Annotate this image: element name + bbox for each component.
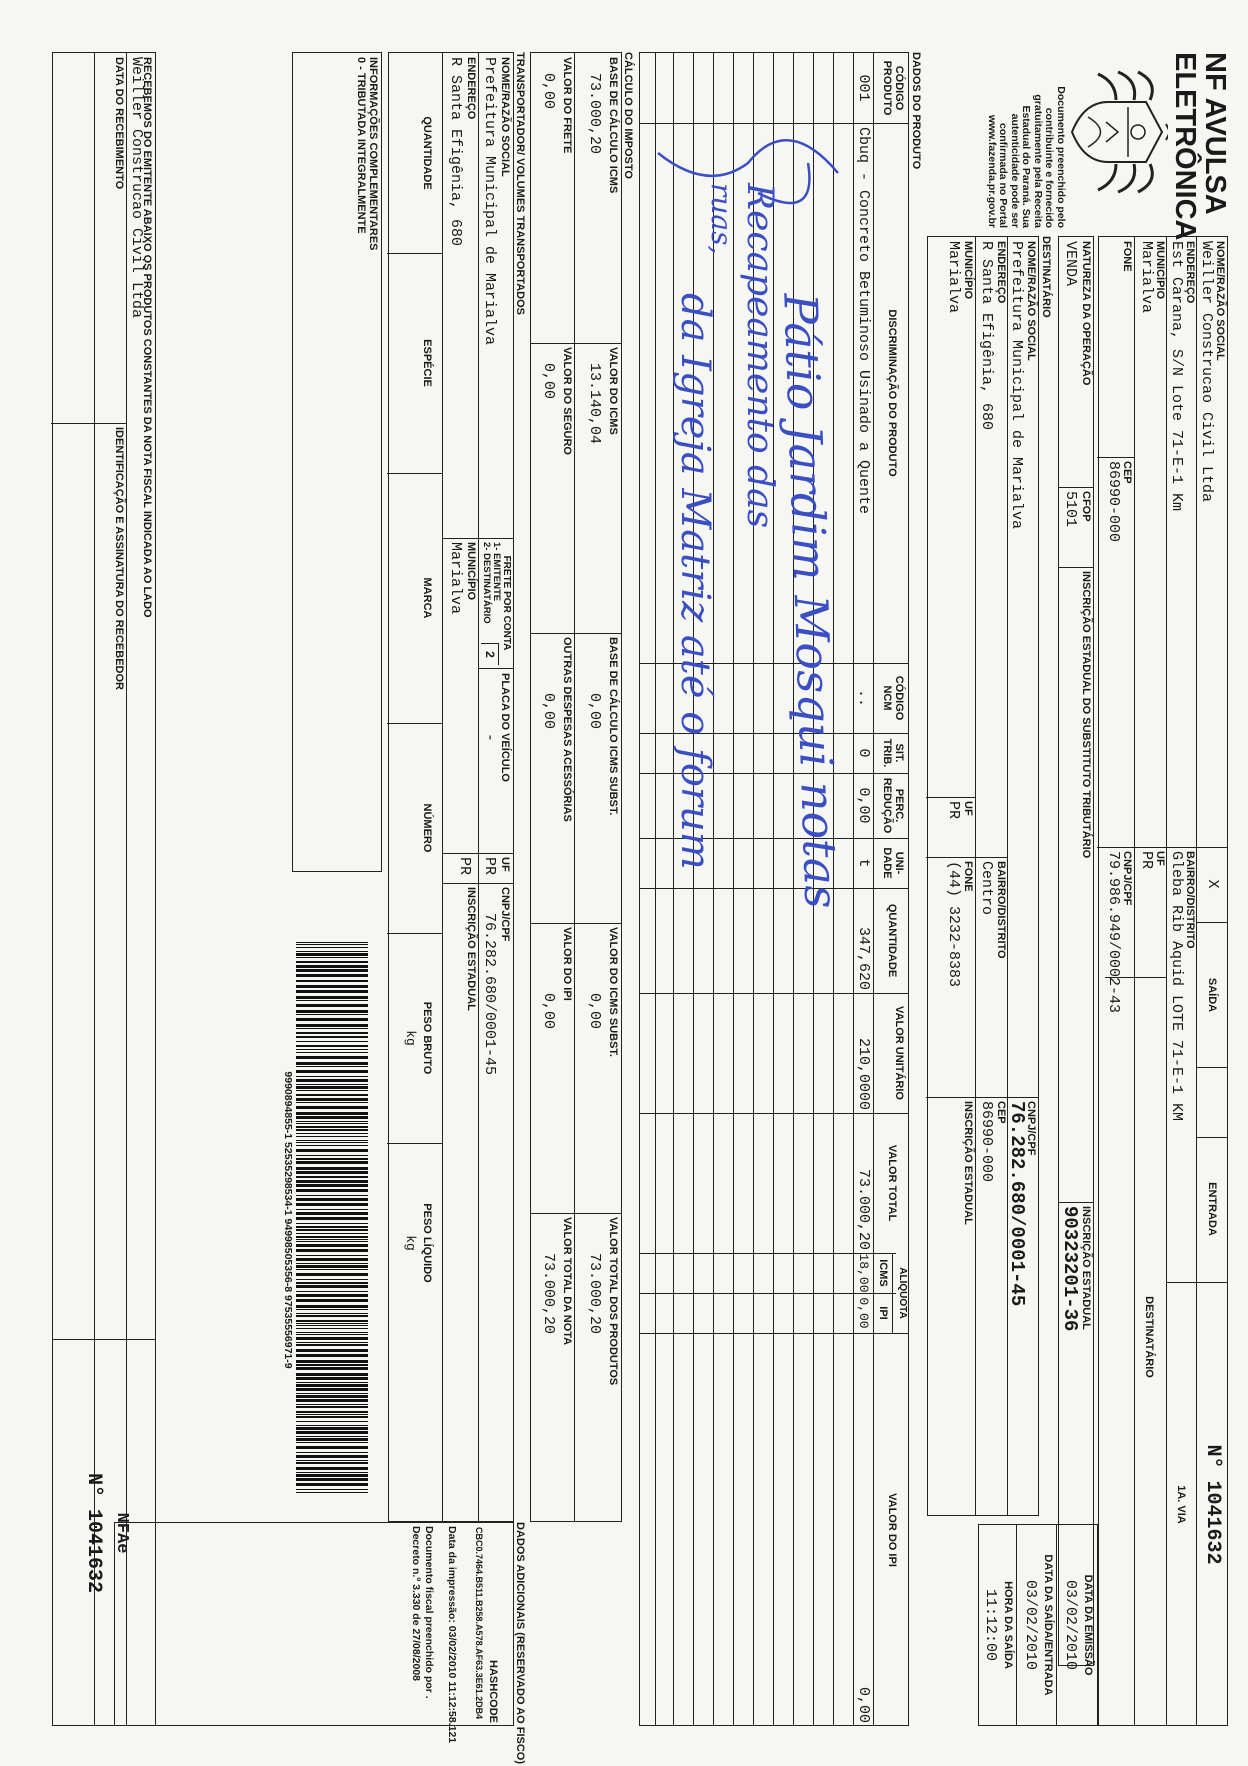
destinatario-endereco: R Santa Efigênia, 680: [978, 241, 995, 431]
destinatario-bairro: Centro: [978, 861, 995, 916]
frete-conta-value: 2: [483, 651, 497, 658]
transp-cnpj: 76.282.680/0001-45: [481, 913, 498, 1076]
doc-note-line: Estadual do Paraná. Sua: [1020, 105, 1033, 228]
total-produtos: 73.000,20: [586, 1253, 603, 1335]
fiscal-note-1: Documento fiscal preenchido por .: [423, 1526, 435, 1699]
aliquota-label: ALÍQUOTA: [896, 1253, 908, 1333]
hashcode: CBC0.7464.B511.B258.A578.AF63.3E61.2DB4: [474, 1527, 484, 1720]
doc-title: [1160, 52, 1231, 241]
label: CFOP: [1080, 491, 1092, 522]
transp-municipio: Marialva: [447, 542, 464, 615]
imposto-section-label: CÁLCULO DO IMPOSTO: [622, 52, 634, 179]
row-descricao: Cbuq - Concreto Betuminoso Usinado a Quente: [855, 127, 872, 515]
row-perc: 0,00: [855, 787, 872, 824]
col-icms: ICMS: [877, 1259, 889, 1287]
row-sit: 0: [855, 748, 872, 758]
transp-uf2: PR: [456, 857, 473, 876]
row-icms: 18,00: [856, 1253, 871, 1293]
valor-ipi-total: 0,00: [540, 993, 557, 1030]
doc-note-line: autenticidade pode ser: [1009, 113, 1021, 228]
transportador-block: [388, 52, 514, 1522]
handwriting-line2: Recapeamento das: [739, 183, 780, 529]
saida-mark: X: [1204, 879, 1221, 889]
label: VALOR DO ICMS: [607, 347, 619, 435]
frete-opcao-2: 2- DESTINATÁRIO: [481, 542, 492, 624]
label: INSCRIÇÃO ESTADUAL: [465, 887, 477, 1011]
destinatario-municipio: Marialva: [945, 241, 962, 314]
label: FONE: [962, 861, 974, 892]
entrada-label: ENTRADA: [1206, 1182, 1218, 1236]
canhoto-id-label: IDENTIFICAÇÃO E ASSINATURA DO RECEBEDOR: [113, 427, 125, 690]
label: BASE DE CÁLCULO ICMS SUBST.: [607, 637, 619, 816]
row-quantidade: 347,620: [855, 926, 872, 990]
canhoto-numero: N° 1041632: [82, 1472, 105, 1594]
data-impressao: Data da impressão: 03/02/2010 11:12:58.121: [446, 1526, 458, 1744]
emitente-razao: Weiller Construcao Civil Ltda: [1198, 241, 1215, 503]
destinatario-fone: (44) 3232-8383: [945, 861, 962, 988]
label: CEP: [1121, 461, 1133, 484]
info-complementar: 0 - TRIBUTADA INTEGRALMENTE: [355, 57, 367, 234]
label: INFORMAÇÕES COMPLEMENTARES: [367, 57, 379, 251]
canhoto-nfae: NFAe: [112, 1512, 131, 1554]
label: BAIRRO/DISTRITO: [995, 861, 1007, 959]
doc-note-line: www.fazenda.pr.gov.br: [986, 114, 998, 228]
base-icms: 73.000,20: [586, 73, 603, 155]
via-label: 1A. VIA: [1175, 1485, 1187, 1524]
col-sit: SIT. TRIB.: [881, 738, 905, 768]
col-total: VALOR TOTAL: [886, 1144, 898, 1222]
label: NOME/RAZÃO SOCIAL: [1025, 241, 1037, 361]
canhoto-data-label: DATA DO RECEBIMENTO: [113, 57, 125, 190]
label: ENDEREÇO: [995, 241, 1007, 304]
label: PESO BRUTO: [421, 1001, 433, 1075]
label: VALOR DO FRETE: [561, 57, 573, 154]
destinatario-cep: 86990-000: [978, 1101, 995, 1183]
fiscal-note-2: Decreto n.º 3.330 de 27/08/2008: [410, 1526, 422, 1682]
col-ipi: IPI: [877, 1306, 889, 1320]
label: ENDEREÇO: [1184, 241, 1196, 304]
total-nota: 73.000,20: [540, 1253, 557, 1335]
label: NATUREZA DA OPERAÇÃO: [1080, 241, 1092, 386]
label: MUNICÍPIO: [962, 241, 974, 300]
label: MUNICÍPIO: [465, 542, 477, 601]
frete-conta-box: [479, 538, 513, 668]
row-ncm: ..: [855, 688, 872, 707]
imposto-block: [530, 52, 622, 1522]
label: BASE DE CÁLCULO ICMS: [607, 57, 619, 194]
produtos-table: [639, 52, 909, 1726]
col-unitario: VALOR UNITÁRIO: [893, 1006, 905, 1100]
col-ncm: CÓDIGO NCM: [881, 675, 905, 721]
canhoto-emitente: Weiller Construcao Civil Ltda: [128, 57, 145, 319]
fiscal-notes: [409, 1526, 458, 1743]
produtos-section-label: DADOS DO PRODUTO: [910, 52, 922, 170]
destinatario-block: [927, 236, 1039, 1516]
operacao-row: [1058, 236, 1094, 1666]
doc-note-line: Documento preenchido pelo: [1055, 86, 1067, 228]
label: OUTRAS DESPESAS ACESSÓRIAS: [561, 637, 573, 822]
label: DATA DA EMISSÃO: [1082, 1574, 1094, 1676]
transp-endereco: R Santa Efigênia, 680: [447, 57, 464, 247]
emitente-municipio: Marialva: [1138, 241, 1155, 314]
info-complementares: [292, 52, 382, 872]
label: MARCA: [421, 577, 433, 619]
destinatario-razao: Prefeitura Municipal de Marialva: [1008, 241, 1025, 530]
label: VALOR TOTAL DOS PRODUTOS: [607, 1217, 619, 1386]
label: MUNICÍPIO: [1154, 241, 1166, 300]
natureza-operacao: VENDA: [1062, 241, 1079, 287]
row-codigo: 001: [855, 74, 872, 102]
title-line1: NF AVULSA: [1199, 52, 1231, 215]
hora-saida: 11:12:00: [982, 1588, 999, 1661]
label: VALOR DO ICMS SUBST.: [607, 927, 619, 1057]
doc-note-line: gratuitamente pela Receita: [1032, 94, 1044, 228]
label: INSCRIÇÃO ESTADUAL DO SUBSTITUTO TRIBUTÁRIO: [1080, 571, 1092, 859]
emitente-endereco: Est Carana, S/N Lote 71-E-1 Km: [1168, 241, 1185, 512]
doc-note: [986, 52, 1066, 228]
peso-liquido: kg: [403, 1235, 418, 1251]
datas-block: [978, 1524, 1098, 1726]
row-total: 73.000,20: [855, 1168, 872, 1250]
label: UF: [962, 801, 974, 816]
inscricao-estadual: 90323201-36: [1059, 1206, 1081, 1332]
fisco-label: DADOS ADICIONAIS (RESERVADO AO FISCO): [514, 1522, 526, 1765]
valor-seguro: 0,00: [540, 363, 557, 400]
label: CNPJ/CPF: [1025, 1101, 1037, 1156]
aliquota-header: [892, 1253, 908, 1333]
transp-razao: Prefeitura Municipal de Marialva: [481, 57, 498, 346]
col-perc: PERC. REDUÇÃO: [881, 777, 905, 834]
label: VALOR TOTAL DA NOTA: [561, 1217, 573, 1346]
cfop: 5101: [1062, 491, 1079, 528]
label: NOME/RAZÃO SOCIAL: [499, 57, 511, 177]
label: FONE: [1121, 241, 1133, 272]
frete-conta-cell: [481, 643, 499, 665]
label: BAIRRO/DISTRITO: [1184, 851, 1196, 949]
saida-label: SAÍDA: [1206, 977, 1218, 1013]
row-valor-ipi: 0,00: [855, 1686, 872, 1723]
emitente-cnpj: 79.986.949/0002-43: [1105, 851, 1122, 1014]
valor-icms: 13.140,04: [586, 363, 603, 445]
col-valor-ipi: VALOR DO IPI: [886, 1493, 898, 1567]
signature-scribble-icon: [648, 133, 848, 273]
parana-coat-of-arms-icon: [1063, 62, 1168, 202]
label: PLACA DO VEÍCULO: [499, 673, 511, 782]
label: VALOR DO SEGURO: [561, 347, 573, 455]
handwriting-line3: ruas,: [705, 183, 738, 255]
row-unitario: 210,0000: [855, 1037, 872, 1110]
barcode-number: 9990894855-1 52535298534-1 94998505356-8 97535556971-9: [282, 1071, 294, 1369]
emitente-block: [1098, 236, 1228, 1726]
data-emissao: 03/02/2010: [1062, 1579, 1079, 1670]
label: INSCRIÇÃO ESTADUAL: [1080, 1206, 1092, 1330]
col-unidade: UNI-DADE: [881, 847, 905, 879]
placa: -: [481, 733, 498, 743]
barcode-block: [278, 940, 368, 1500]
frete-opcao-1: 1- EMITENTE: [491, 542, 502, 602]
label: CNPJ/CPF: [1121, 851, 1133, 906]
transp-uf: PR: [481, 857, 498, 876]
label: HORA DA SAÍDA: [1002, 1581, 1014, 1669]
row-ipi: 0,00: [856, 1297, 871, 1329]
emitente-cep: 86990-000: [1105, 461, 1122, 543]
data-saida: 03/02/2010: [1022, 1579, 1039, 1670]
doc-note-line: contribuinte e fornecido: [1043, 107, 1056, 228]
col-descricao: DISCRIMINAÇÃO DO PRODUTO: [886, 309, 898, 477]
label: PESO LÍQUIDO: [421, 1203, 433, 1283]
label: FRETE POR CONTA: [501, 555, 512, 651]
label: ENDEREÇO: [465, 57, 477, 120]
hashcode-label: HASHCODE: [487, 1660, 499, 1723]
canhoto-recebemos: RECEBEMOS DO EMITENTE ABAIXO OS PRODUTOS CONSTANTES DA NOTA FISCAL INDICADA AO LADO: [141, 57, 153, 618]
canhoto-block: [52, 52, 156, 1726]
label: CEP: [995, 1101, 1007, 1124]
valor-frete: 0,00: [540, 73, 557, 110]
doc-note-line: confirmada no Portal: [997, 122, 1010, 228]
col-codigo: CÓDIGO PRODUTO: [881, 60, 905, 116]
label: NÚMERO: [421, 803, 433, 853]
col-quantidade: QUANTIDADE: [886, 903, 898, 978]
label: CNPJ/CPF: [499, 887, 511, 942]
destinatario-section-label: DESTINATÁRIO: [1040, 236, 1052, 318]
handwriting-line1: Pátio Jardim Mosqui notas: [773, 292, 849, 910]
destinatario-cnpj: 76.282.680/0001-45: [1006, 1101, 1028, 1307]
row-unidade: t: [855, 858, 872, 868]
spacer: [435, 1526, 445, 1743]
outras-despesas: 0,00: [540, 693, 557, 730]
peso-bruto: kg: [403, 1030, 418, 1046]
label: UF: [1154, 851, 1166, 866]
emitente-bairro: Gleba Rib Aquid LOTE 71-E-1 KM: [1168, 851, 1185, 1122]
handwriting-line4: da Igreja Matriz até o forum: [672, 293, 718, 870]
emitente-uf: PR: [1138, 851, 1155, 870]
destinatario-tag: DESTINATÁRIO: [1143, 1296, 1155, 1378]
barcode-icon: [296, 940, 368, 1500]
label: QUANTIDADE: [421, 116, 433, 190]
label: NOME/RAZÃO SOCIAL: [1214, 241, 1226, 361]
label: INSCRIÇÃO ESTADUAL: [962, 1101, 974, 1225]
transportador-section-label: TRANSPORTADOR/ VOLUMES TRANSPORTADOS: [514, 52, 526, 315]
title-line2: ELETRÔNICA: [1169, 52, 1201, 241]
label: VALOR DO IPI: [561, 927, 573, 1001]
destinatario-uf: PR: [945, 801, 962, 820]
label: DATA DA SAÍDA/ENTRADA: [1042, 1554, 1054, 1696]
nf-number: N° 1041632: [1201, 1444, 1224, 1565]
valor-st: 0,00: [586, 993, 603, 1030]
label: UF: [499, 857, 511, 872]
label: ESPÉCIE: [421, 339, 433, 387]
base-st: 0,00: [586, 693, 603, 730]
